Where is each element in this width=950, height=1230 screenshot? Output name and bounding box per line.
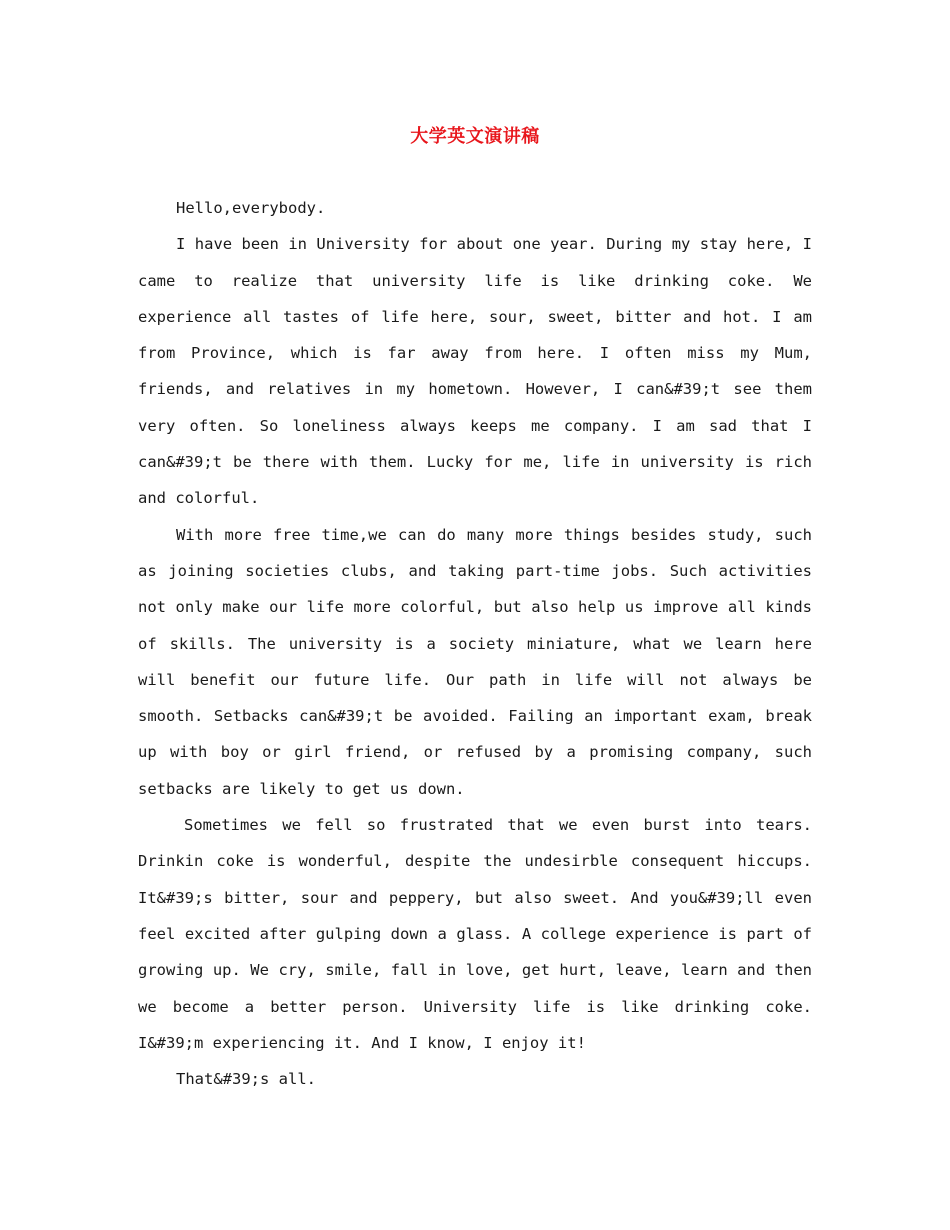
paragraph-1: I have been in University for about one year. During my stay here, I came to realize that university life is like drinking coke. We experience all tastes of life here, sour, sweet, bitter and hot. I am from Province, which is far away from here. I often miss my Mum, friends, and relatives in my hometown. However, I can&#39;t see them very often. So loneliness always keeps me company. I am sad that I can&#39;t be there with them. Lucky for me, life in university is rich and colorful. <box>138 235 812 508</box>
document-title: 大学英文演讲稿 <box>410 126 540 147</box>
paragraph-greeting: Hello,everybody. <box>176 199 326 217</box>
paragraph-2: With more free time,we can do many more things besides study, such as joining societies clubs, and taking part-time jobs. Such activities not only make our life more colorful, but also help us improve all kinds of skills. The university is a society miniature, what we learn here will benefit our future life. Our path in life will not always be smooth. Setbacks can&#39;t be avoided. Failing an important exam, break up with boy or girl friend, or refused by a promising company, such setbacks are likely to get us down. <box>138 525 812 798</box>
paragraph-closing: That&#39;s all. <box>176 1070 316 1089</box>
paragraph-3: Sometimes we fell so frustrated that we even burst into tears. Drinkin coke is wonderful, despite the undesirble consequent hiccups. It&#39;s bitter, sour and peppery, but also sweet. And you&#39;ll even feel excited after gulping down a glass. A college experience is part of growing up. We cry, smile, fall in love, get hurt, leave, learn and then we become a better person. University life is like drinking coke. I&#39;m experiencing it. And I know, I enjoy it! <box>138 816 812 1052</box>
document-body <box>138 190 812 1097</box>
